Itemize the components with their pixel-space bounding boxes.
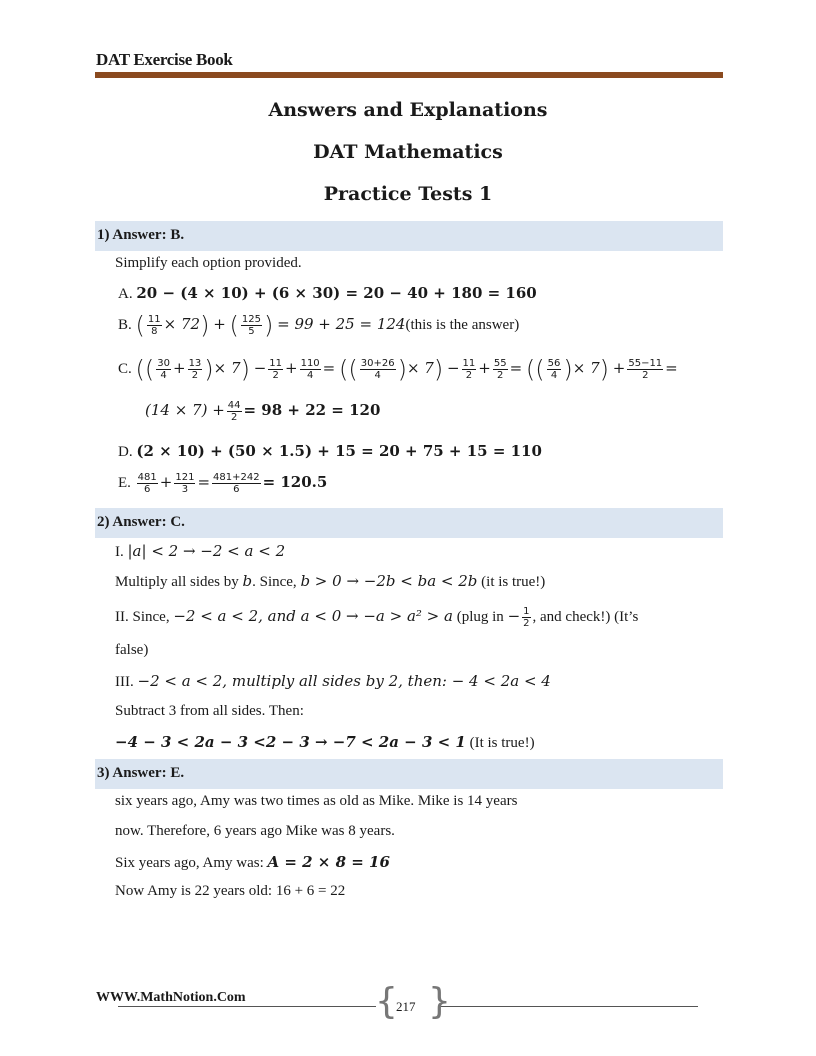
fraction: $\frac{121}{3}$	[175, 472, 195, 495]
math-text: = 99 + 25 = 124	[277, 314, 406, 333]
page-number: 217	[396, 999, 416, 1014]
fraction: $\frac{55-11}{2}$	[628, 358, 663, 381]
fraction: $\frac{481}{6}$	[137, 472, 157, 495]
q1-option-c-line2	[145, 400, 380, 423]
footer-rule-right	[440, 1006, 698, 1007]
fraction: $\frac{11}{2}$	[462, 358, 476, 381]
q1-option-d	[118, 442, 542, 461]
math-text: −2 < a < 2, and a < 0 → −a > a² > a	[173, 606, 453, 625]
q2-line-5: III. −2 < a < 2, multiply all sides by 2, then: − 4 < 2a < 4	[115, 672, 551, 690]
fraction: $\frac{11}{8}$	[147, 314, 161, 337]
fraction: $\frac{55}{2}$	[493, 358, 507, 381]
option-label: B.	[118, 316, 132, 333]
q1-option-b: B. ( $\frac{11}{8}$ × 72) + ( $\frac{125}{5}$ ) = 99 + 25 = 124(this is the answer)	[118, 311, 520, 340]
fraction: $\frac{30}{4}$	[157, 358, 170, 381]
answer-band-2	[95, 508, 723, 538]
fraction: $\frac{13}{2}$	[188, 358, 202, 381]
math-text: = 120.5	[262, 472, 328, 491]
page-bracket-right: }	[428, 981, 451, 1022]
answer-label-3: 3) Answer: E.	[97, 765, 185, 781]
math-text: × 72	[163, 314, 201, 333]
q2-line-2: Multiply all sides by b. Since, b > 0 → −2b < ba < 2b (it is true!)	[115, 572, 546, 590]
option-label: E.	[118, 474, 131, 491]
math-text: A = 2 × 8 = 16	[267, 853, 390, 871]
math-text: −4 − 3 < 2a − 3 <2 − 3 → −7 < 2a − 3 < 1	[115, 733, 466, 751]
subject-title: DAT Mathematics	[313, 141, 503, 163]
footer-rule-left	[118, 1006, 376, 1007]
q2-line-7: −4 − 3 < 2a − 3 <2 − 3 → −7 < 2a − 3 < 1 (It is true!)	[115, 733, 535, 751]
answer-label-2: 2) Answer: C.	[97, 514, 185, 530]
answer-label-1: 1) Answer: B.	[97, 227, 185, 243]
note-text: (this is the answer)	[405, 316, 520, 333]
page-title: Answers and Explanations	[268, 99, 548, 121]
fraction: $\frac{481+242}{6}$	[213, 472, 260, 495]
fraction: $\frac{1}{2}$	[523, 606, 530, 629]
math-expression: 20 − (4 × 10) + (6 × 30) = 20 − 40 + 180 = 160	[136, 284, 537, 302]
q2-line-6: Subtract 3 from all sides. Then:	[115, 703, 304, 719]
footer-url: WWW.MathNotion.Com	[96, 990, 246, 1005]
q2-line-1: I. |a| < 2 → −2 < a < 2	[115, 542, 286, 560]
q2-line-3: II. Since, −2 < a < 2, and a < 0 → −a > a² > a (plug in − $\frac{1}{2}$ , and check!) (It’s	[115, 606, 639, 629]
math-text: b > 0 → −2b < ba < 2b	[300, 572, 478, 590]
q3-line-2: now. Therefore, 6 years ago Mike was 8 years.	[115, 823, 395, 839]
header-rule	[95, 72, 723, 78]
math-text: = 98 + 22 = 120	[243, 400, 381, 419]
q1-option-c-line1: C. (( $\frac{30}{4}$ + $\frac{13}{2}$ )× 7) − $\frac{11}{2}$ + $\frac{110}{4}$ = (( $\frac{30+26}{4}$ )× 7) − $\frac{11}{2}$ + $\frac{55}{2}$ = (( $\frac{56}{4}$ )× 7) + $\frac{55-11}{2}$ =	[118, 355, 678, 384]
q2-line-4: false)	[115, 642, 149, 658]
answer-band-3	[95, 759, 723, 789]
math-text: |a| < 2 → −2 < a < 2	[127, 542, 286, 560]
answer-band-1	[95, 221, 723, 251]
option-label: A.	[118, 286, 133, 302]
fraction: $\frac{110}{4}$	[300, 358, 320, 381]
q3-line-1: six years ago, Amy was two times as old as Mike. Mike is 14 years	[115, 793, 518, 809]
fraction: $\frac{30+26}{4}$	[360, 358, 395, 381]
math-expression: (2 × 10) + (50 × 1.5) + 15 = 20 + 75 + 15 = 110	[136, 442, 542, 460]
math-text: (14 × 7) +	[145, 400, 225, 419]
q1-intro: Simplify each option provided.	[115, 255, 302, 271]
q3-line-3: Six years ago, Amy was: A = 2 × 8 = 16	[115, 853, 390, 871]
q1-option-a	[118, 284, 537, 303]
option-label: C.	[118, 360, 132, 377]
page-bracket-left: {	[375, 981, 398, 1022]
header-title: DAT Exercise Book	[96, 50, 233, 69]
q1-option-e: E. $\frac{481}{6}$ + $\frac{121}{3}$ = $\frac{481+242}{6}$ = 120.5	[118, 472, 328, 495]
fraction: $\frac{125}{5}$	[241, 314, 261, 337]
q3-line-4: Now Amy is 22 years old: 16 + 6 = 22	[115, 883, 346, 899]
test-title: Practice Tests 1	[323, 183, 493, 205]
fraction: $\frac{11}{2}$	[269, 358, 282, 381]
option-label: D.	[118, 444, 133, 460]
fraction: $\frac{56}{4}$	[547, 358, 561, 381]
fraction: $\frac{44}{2}$	[227, 400, 241, 423]
math-text: −2 < a < 2, multiply all sides by 2, then: − 4 < 2a < 4	[137, 672, 551, 690]
